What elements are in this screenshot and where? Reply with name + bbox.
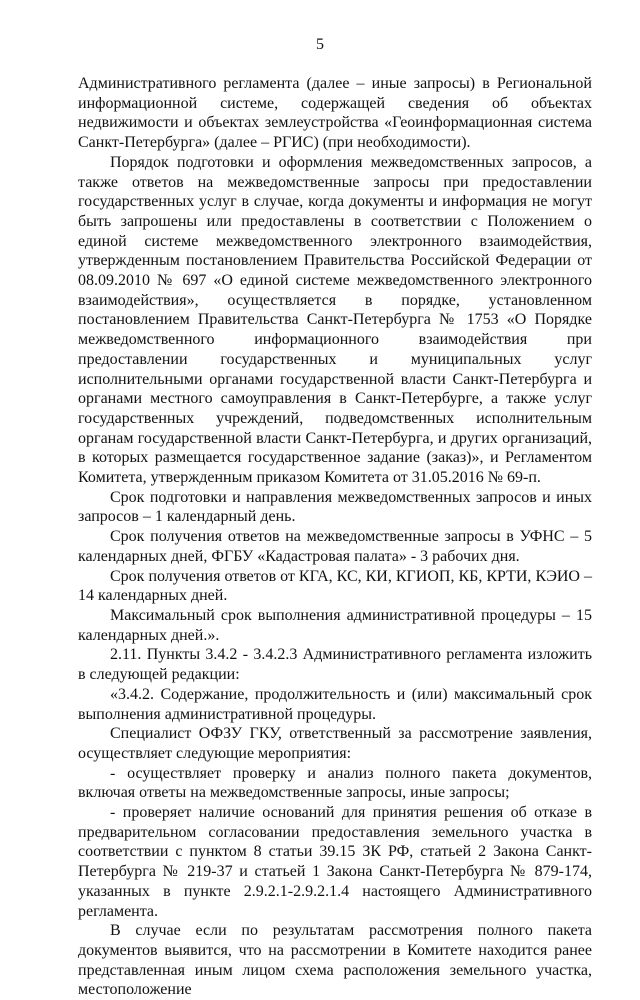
paragraph: «3.4.2. Содержание, продолжительность и (или) максимальный срок выполнения административной процедуры. (78, 685, 592, 723)
paragraph: Срок получения ответов от КГА, КС, КИ, КГИОП, КБ, КРТИ, КЭИО – 14 календарных дней. (78, 567, 592, 605)
paragraph: Срок получения ответов на межведомственные запросы в УФНС – 5 календарных дней, ФГБУ «Кадастровая палата» - 3 рабочих дня. (78, 528, 592, 565)
paragraph: Административного регламента (далее – иные запросы) в Региональной информационной системе, содержащей сведения об объектах недвижимости и объектах землеустройства «Геоинформационная система Санкт-Петербурга» (далее – РГИС) (при необходимости). (78, 75, 592, 152)
paragraph: 2.11. Пункты 3.4.2 - 3.4.2.3 Административного регламента изложить в следующей редакции: (78, 646, 592, 684)
page-number: 5 (316, 36, 324, 53)
paragraph: - проверяет наличие оснований для принятия решения об отказе в предварительном согласовании предоставления земельного участка в соответствии с пунктом 8 статьи 39.15 ЗК РФ, статьей 2 Закона Санкт-Петербурга № 219-37 и статьей 1 Закона Санкт-Петербурга № 879-174, указанных в пункте 2.9.2.1-2.9.2.1.4 настоящего Административного регламента. (78, 804, 592, 920)
paragraph: Максимальный срок выполнения административной процедуры – 15 календарных дней.». (78, 606, 592, 644)
paragraph: Порядок подготовки и оформления межведомственных запросов, а также ответов на межведомственные запросы при предоставлении государственных услуг в случае, когда документы и информация не могут быть запрошены или предоставлены в соответствии с Положением о единой системе межведомственного электронного взаимодействия, утвержденным постановлением Правительства Российской Федерации от 08.09.2010 № 697 «О единой системе межведомственного электронного взаимодействия», осуществляется в порядке, установленном постановлением Правительства Санкт-Петербурга № 1753 «О Порядке межведомственного информационного взаимодействия при предоставлении государственных и муниципальных услуг исполнительными органами государственной власти Санкт-Петербурга и органами местного самоуправления в Санкт-Петербурге, а также услуг государственных учреждений, подведомственных исполнительным органам государственной власти Санкт-Петербурга, и других организаций, в которых размещается государственное задание (заказ)», и Регламентом Комитета, утвержденным приказом Комитета от 31.05.2016 № 69-п. (78, 153, 592, 487)
paragraph: - осуществляет проверку и анализ полного пакета документов, включая ответы на межведомственные запросы, иные запросы; (78, 764, 592, 802)
paragraph: Специалист ОФЗУ ГКУ, ответственный за рассмотрение заявления, осуществляет следующие мероприятия: (78, 725, 592, 762)
document-body (78, 74, 592, 1000)
paragraph: В случае если по результатам рассмотрения полного пакета документов выявится, что на рассмотрении в Комитете находится ранее представленная иным лицом схема расположения земельного участка, местоположение (78, 922, 592, 999)
paragraph: Срок подготовки и направления межведомственных запросов и иных запросов – 1 календарный день. (78, 488, 592, 526)
